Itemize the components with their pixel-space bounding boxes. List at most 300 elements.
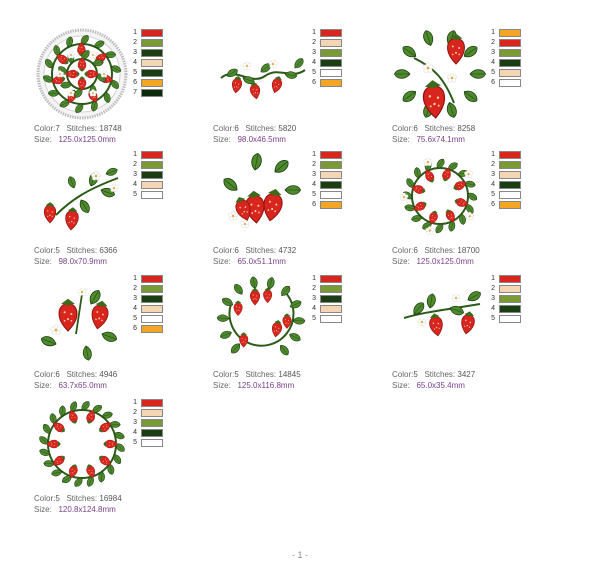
color-swatch-row (487, 38, 531, 48)
color-swatch (141, 285, 163, 293)
size-value: 125.0x125.0mm (58, 135, 116, 144)
color-swatch-number: 2 (312, 39, 316, 46)
embroidery-design-image (392, 28, 488, 120)
color-swatch (141, 29, 163, 37)
color-swatch-number: 5 (491, 191, 495, 198)
stitch-count: 6366 (99, 246, 118, 255)
color-swatch-row (129, 150, 173, 160)
size-label: Size: (213, 381, 231, 390)
color-label: Color: (392, 370, 414, 379)
size-line (34, 134, 122, 145)
color-swatch (141, 89, 163, 97)
color-swatch-row (308, 68, 352, 78)
embroidery-design-image (213, 28, 309, 120)
color-swatch-row (308, 28, 352, 38)
color-swatch (499, 79, 521, 87)
color-swatch-number: 5 (133, 69, 137, 76)
stitch-count: 18700 (457, 246, 480, 255)
color-swatch (320, 69, 342, 77)
color-stitch-line (392, 123, 475, 134)
stitch-count: 3427 (457, 370, 476, 379)
design-info (213, 369, 301, 391)
color-swatch-row (308, 38, 352, 48)
color-stitch-line (213, 123, 296, 134)
color-swatch-row (129, 398, 173, 408)
color-swatch-number: 4 (312, 59, 316, 66)
color-stitch-line (34, 369, 117, 380)
color-stitch-line (34, 493, 122, 504)
color-swatch-list (308, 28, 352, 88)
color-swatch-row (308, 274, 352, 284)
color-swatch-list (129, 150, 173, 200)
color-swatch (141, 79, 163, 87)
stitch-count: 4732 (278, 246, 297, 255)
color-swatch (141, 171, 163, 179)
design-info (392, 123, 475, 145)
color-swatch-number: 2 (312, 285, 316, 292)
embroidery-design-image (213, 274, 309, 366)
color-swatch-number: 5 (133, 439, 137, 446)
color-swatch (320, 181, 342, 189)
color-swatch-number: 5 (312, 315, 316, 322)
color-count: 7 (55, 124, 60, 133)
color-swatch-list (129, 274, 173, 334)
color-swatch-number: 6 (133, 79, 137, 86)
color-swatch-row (487, 28, 531, 38)
size-line (213, 134, 296, 145)
color-swatch-number: 2 (133, 285, 137, 292)
color-swatch-list (308, 274, 352, 324)
color-swatch-row (487, 314, 531, 324)
color-swatch-row (308, 200, 352, 210)
design-thumbnail (34, 28, 130, 120)
color-swatch-number: 6 (491, 79, 495, 86)
color-swatch-row (308, 170, 352, 180)
color-swatch-number: 3 (133, 49, 137, 56)
color-swatch-number: 4 (491, 181, 495, 188)
stitches-label: Stitches: (245, 370, 277, 379)
design-thumbnail (213, 28, 309, 120)
stitches-label: Stitches: (66, 124, 98, 133)
color-swatch-row (129, 160, 173, 170)
color-swatch-row (129, 294, 173, 304)
color-swatch (499, 59, 521, 67)
color-swatch-number: 2 (133, 409, 137, 416)
color-swatch-row (487, 58, 531, 68)
size-label: Size: (392, 381, 410, 390)
design-info (392, 369, 475, 391)
color-swatch (141, 315, 163, 323)
color-swatch (141, 39, 163, 47)
color-swatch-number: 3 (133, 295, 137, 302)
color-swatch-number: 1 (312, 151, 316, 158)
color-swatch (141, 59, 163, 67)
size-value: 98.0x70.9mm (58, 257, 107, 266)
color-swatch-row (129, 48, 173, 58)
color-swatch-list (308, 150, 352, 210)
color-swatch-number: 2 (491, 285, 495, 292)
color-swatch (141, 305, 163, 313)
color-swatch-row (129, 88, 173, 98)
design-card (213, 28, 383, 148)
size-label: Size: (392, 135, 410, 144)
color-swatch (320, 49, 342, 57)
color-swatch-number: 1 (133, 275, 137, 282)
color-swatch-number: 1 (491, 151, 495, 158)
size-value: 125.0x116.8mm (237, 381, 295, 390)
design-card (213, 150, 383, 270)
size-line (34, 256, 117, 267)
color-swatch-number: 2 (312, 161, 316, 168)
color-swatch-row (129, 274, 173, 284)
stitch-count: 14845 (278, 370, 301, 379)
stitches-label: Stitches: (424, 124, 456, 133)
design-card (392, 274, 562, 394)
size-line (34, 380, 117, 391)
color-swatch-row (487, 200, 531, 210)
color-swatch-number: 4 (312, 305, 316, 312)
color-swatch-row (308, 190, 352, 200)
color-count: 6 (413, 246, 418, 255)
color-swatch-number: 2 (133, 161, 137, 168)
size-line (213, 256, 296, 267)
color-swatch (141, 325, 163, 333)
color-swatch-row (129, 314, 173, 324)
color-swatch-number: 4 (133, 305, 137, 312)
color-swatch-row (129, 304, 173, 314)
color-swatch (499, 191, 521, 199)
design-card (34, 28, 204, 148)
color-swatch-row (129, 438, 173, 448)
color-swatch-row (487, 274, 531, 284)
design-card (392, 150, 562, 270)
color-swatch-number: 5 (312, 191, 316, 198)
color-swatch-row (129, 28, 173, 38)
color-swatch-number: 4 (491, 59, 495, 66)
size-label: Size: (213, 135, 231, 144)
color-swatch-number: 3 (312, 49, 316, 56)
color-swatch (499, 29, 521, 37)
color-label: Color: (34, 370, 56, 379)
color-stitch-line (213, 369, 301, 380)
size-value: 125.0x125.0mm (416, 257, 474, 266)
stitches-label: Stitches: (245, 246, 277, 255)
size-value: 75.6x74.1mm (416, 135, 465, 144)
color-swatch (141, 429, 163, 437)
embroidery-design-image (34, 398, 130, 490)
color-swatch (499, 295, 521, 303)
color-swatch-number: 1 (491, 29, 495, 36)
color-swatch-row (487, 294, 531, 304)
color-swatch-number: 2 (133, 39, 137, 46)
color-swatch-row (129, 78, 173, 88)
color-swatch (320, 171, 342, 179)
color-swatch-number: 3 (312, 295, 316, 302)
color-label: Color: (213, 124, 235, 133)
color-swatch (320, 39, 342, 47)
stitches-label: Stitches: (424, 370, 456, 379)
color-swatch-number: 1 (312, 29, 316, 36)
color-swatch-number: 5 (491, 315, 495, 322)
stitch-count: 8258 (457, 124, 476, 133)
size-label: Size: (34, 505, 52, 514)
color-swatch-row (487, 160, 531, 170)
color-swatch (320, 161, 342, 169)
size-line (392, 134, 475, 145)
color-swatch-number: 5 (133, 191, 137, 198)
design-thumbnail (34, 398, 130, 490)
embroidery-design-image (34, 150, 130, 242)
color-swatch (141, 409, 163, 417)
color-swatch-number: 3 (491, 295, 495, 302)
size-label: Size: (213, 257, 231, 266)
color-swatch-row (487, 68, 531, 78)
color-swatch-number: 3 (491, 171, 495, 178)
color-swatch-row (129, 428, 173, 438)
color-swatch (499, 151, 521, 159)
size-label: Size: (392, 257, 410, 266)
color-swatch-row (129, 68, 173, 78)
color-swatch-number: 6 (312, 201, 316, 208)
size-value: 65.0x35.4mm (416, 381, 465, 390)
stitch-count: 18748 (99, 124, 122, 133)
color-swatch-number: 3 (133, 171, 137, 178)
color-swatch-row (308, 78, 352, 88)
design-thumbnail (213, 150, 309, 242)
color-swatch-list (487, 28, 531, 88)
color-swatch (141, 181, 163, 189)
color-swatch-number: 4 (491, 305, 495, 312)
color-swatch-number: 2 (491, 161, 495, 168)
color-swatch-row (129, 324, 173, 334)
color-swatch-row (308, 150, 352, 160)
color-stitch-line (213, 245, 296, 256)
color-swatch (141, 439, 163, 447)
color-stitch-line (34, 245, 117, 256)
color-swatch (499, 285, 521, 293)
color-stitch-line (392, 245, 480, 256)
design-card (213, 274, 383, 394)
color-swatch-row (487, 284, 531, 294)
color-swatch-row (308, 284, 352, 294)
color-swatch-row (487, 190, 531, 200)
design-card (34, 150, 204, 270)
color-swatch-row (129, 170, 173, 180)
design-thumbnail (392, 28, 488, 120)
color-swatch (320, 201, 342, 209)
color-swatch-number: 6 (312, 79, 316, 86)
color-swatch (320, 275, 342, 283)
color-swatch-number: 1 (312, 275, 316, 282)
color-swatch (320, 29, 342, 37)
color-swatch (141, 275, 163, 283)
color-swatch-list (487, 274, 531, 324)
color-swatch-row (487, 78, 531, 88)
color-count: 6 (234, 124, 239, 133)
color-swatch-list (129, 398, 173, 448)
stitches-label: Stitches: (66, 494, 98, 503)
color-swatch (141, 399, 163, 407)
color-swatch (320, 151, 342, 159)
design-info (34, 493, 122, 515)
stitches-label: Stitches: (66, 370, 98, 379)
color-swatch-number: 5 (491, 69, 495, 76)
design-thumbnail (213, 274, 309, 366)
stitches-label: Stitches: (424, 246, 456, 255)
page-number: - 1 - (291, 550, 308, 560)
color-label: Color: (213, 246, 235, 255)
color-swatch (141, 49, 163, 57)
color-swatch-row (308, 48, 352, 58)
color-swatch (499, 161, 521, 169)
color-swatch (141, 295, 163, 303)
size-line (392, 256, 480, 267)
color-swatch-row (129, 284, 173, 294)
size-value: 65.0x51.1mm (237, 257, 286, 266)
color-swatch-number: 5 (133, 315, 137, 322)
color-swatch (141, 69, 163, 77)
color-label: Color: (34, 494, 56, 503)
design-card (34, 398, 204, 518)
color-swatch (499, 181, 521, 189)
color-swatch (320, 305, 342, 313)
color-swatch-row (308, 160, 352, 170)
color-count: 5 (413, 370, 418, 379)
embroidery-design-image (392, 150, 488, 242)
design-thumbnail (392, 274, 488, 366)
design-info (34, 369, 117, 391)
size-line (392, 380, 475, 391)
color-stitch-line (392, 369, 475, 380)
color-swatch-number: 4 (133, 181, 137, 188)
color-swatch (141, 419, 163, 427)
color-swatch (499, 49, 521, 57)
color-count: 6 (234, 246, 239, 255)
color-swatch-row (308, 294, 352, 304)
design-thumbnail (34, 150, 130, 242)
design-info (213, 123, 296, 145)
size-label: Size: (34, 135, 52, 144)
color-swatch-row (129, 180, 173, 190)
color-label: Color: (34, 124, 56, 133)
color-swatch-number: 4 (133, 429, 137, 436)
color-swatch (141, 151, 163, 159)
design-info (213, 245, 296, 267)
color-swatch-row (129, 418, 173, 428)
color-swatch (499, 39, 521, 47)
color-swatch (141, 191, 163, 199)
color-stitch-line (34, 123, 122, 134)
stitches-label: Stitches: (66, 246, 98, 255)
color-count: 5 (55, 494, 60, 503)
embroidery-design-image (213, 150, 309, 242)
color-swatch-number: 1 (133, 399, 137, 406)
size-line (34, 504, 122, 515)
color-swatch-row (487, 48, 531, 58)
embroidery-design-image (34, 28, 130, 120)
color-swatch-number: 7 (133, 89, 137, 96)
size-label: Size: (34, 381, 52, 390)
color-swatch (499, 315, 521, 323)
color-count: 6 (413, 124, 418, 133)
color-swatch-list (129, 28, 173, 98)
color-swatch-list (487, 150, 531, 210)
color-swatch-row (487, 180, 531, 190)
color-count: 5 (234, 370, 239, 379)
color-swatch (320, 295, 342, 303)
color-swatch-row (129, 190, 173, 200)
color-swatch (499, 201, 521, 209)
color-swatch (499, 69, 521, 77)
stitches-label: Stitches: (245, 124, 277, 133)
color-swatch-number: 6 (491, 201, 495, 208)
color-swatch (499, 275, 521, 283)
color-swatch-number: 5 (312, 69, 316, 76)
stitch-count: 5820 (278, 124, 297, 133)
color-swatch-number: 3 (312, 171, 316, 178)
size-line (213, 380, 301, 391)
color-count: 6 (55, 370, 60, 379)
design-thumbnail (34, 274, 130, 366)
size-value: 98.0x46.5mm (237, 135, 286, 144)
color-label: Color: (392, 124, 414, 133)
color-swatch-number: 6 (133, 325, 137, 332)
color-swatch (499, 305, 521, 313)
color-swatch-row (129, 38, 173, 48)
design-card (392, 28, 562, 148)
color-label: Color: (34, 246, 56, 255)
embroidery-design-image (34, 274, 130, 366)
stitch-count: 4946 (99, 370, 118, 379)
color-swatch (499, 171, 521, 179)
color-swatch-row (308, 180, 352, 190)
color-swatch (320, 315, 342, 323)
color-swatch-number: 3 (133, 419, 137, 426)
design-info (34, 245, 117, 267)
design-thumbnail (392, 150, 488, 242)
color-swatch-number: 4 (133, 59, 137, 66)
size-value: 120.8x124.8mm (58, 505, 116, 514)
color-swatch-row (129, 58, 173, 68)
color-label: Color: (392, 246, 414, 255)
color-swatch-number: 1 (133, 151, 137, 158)
color-swatch-row (308, 58, 352, 68)
color-swatch-number: 1 (491, 275, 495, 282)
color-swatch (320, 79, 342, 87)
color-swatch-row (129, 408, 173, 418)
color-swatch-number: 2 (491, 39, 495, 46)
color-swatch-number: 4 (312, 181, 316, 188)
color-swatch (320, 191, 342, 199)
color-swatch-row (487, 170, 531, 180)
color-swatch-row (308, 314, 352, 324)
size-label: Size: (34, 257, 52, 266)
color-swatch (141, 161, 163, 169)
design-card (34, 274, 204, 394)
color-swatch (320, 285, 342, 293)
color-swatch (320, 59, 342, 67)
color-swatch-number: 1 (133, 29, 137, 36)
color-swatch-number: 3 (491, 49, 495, 56)
size-value: 63.7x65.0mm (58, 381, 107, 390)
design-info (34, 123, 122, 145)
embroidery-design-image (392, 274, 488, 366)
color-label: Color: (213, 370, 235, 379)
color-swatch-row (487, 150, 531, 160)
stitch-count: 16984 (99, 494, 122, 503)
design-info (392, 245, 480, 267)
color-swatch-row (308, 304, 352, 314)
